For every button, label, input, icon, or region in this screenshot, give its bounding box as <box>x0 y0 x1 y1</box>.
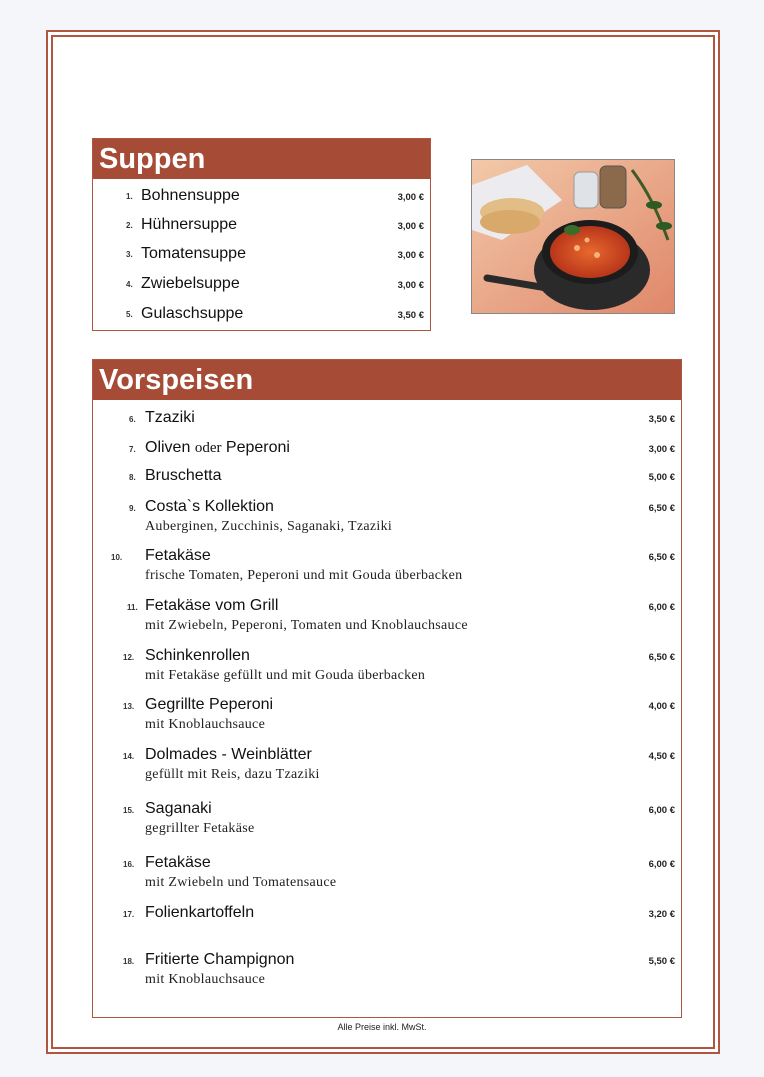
suppen-title: Suppen <box>93 139 430 179</box>
soup-photo <box>471 159 675 314</box>
suppen-section: Suppen 1. Bohnensuppe 3,00 € 2. Hühnersuppe 3,00 € 3. Tomatensuppe 3,00 € 4. Zwiebelsuppe 3,00 € 5. Gulaschsuppe 3,50 € <box>92 138 431 331</box>
vorspeisen-section: Vorspeisen 6. Tzaziki 3,50 € 7. Oliven oder Peperoni 3,00 € 8. Bruschetta 5,00 € 9. Costa`s Kollektion Auberginen, Zucchinis, Saganaki, Tzaziki 6,50 € 10. Fetakäse frische Tomaten, Peperoni und mit Gouda überbacken 6,50 € 11. Fetakäse vom Grill mit Zwiebeln, Peperoni, Tomaten und Knoblauchsauce 6,00 € 12. Schinkenrollen mit Fetakäse gefüllt und mit Gouda überbacken 6,50 € 13. Gegrillte Peperoni mit Knoblauchsauce 4,00 € 14. Dolmades - Weinblätter gefüllt mit Reis, dazu Tzaziki 4,50 € 15. Saganaki gegrillter Fetakäse 6,00 € 16. Fetakäse mit Zwiebeln und Tomatensauce 6,00 € 17. Folienkartoffeln 3,20 € 18. Fritierte Champignon mit Knoblauchsauce 5,50 € <box>92 359 682 1018</box>
vorspeisen-title: Vorspeisen <box>93 360 681 400</box>
price-footnote: Alle Preise inkl. MwSt. <box>337 1022 427 1032</box>
